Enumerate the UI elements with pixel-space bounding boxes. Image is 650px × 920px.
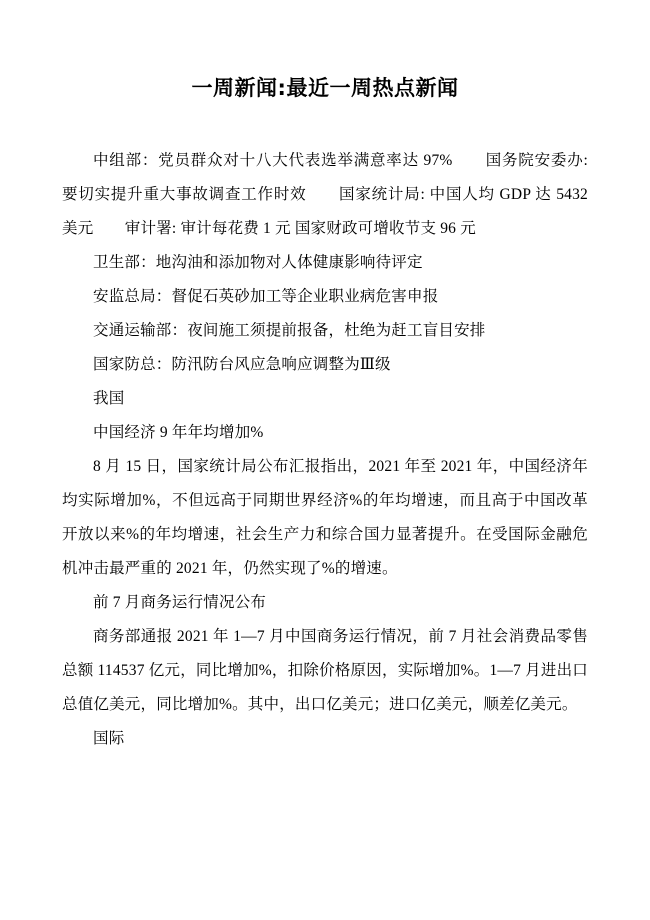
paragraph-4: 交通运输部：夜间施工须提前报备，杜绝为赶工盲目安排 bbox=[93, 322, 486, 339]
paragraph-7: 中国经济 9 年年均增加% bbox=[93, 424, 264, 441]
paragraph-3: 安监总局：督促石英砂加工等企业职业病危害申报 bbox=[93, 288, 439, 305]
paragraph-6: 我国 bbox=[93, 390, 125, 407]
document-body bbox=[62, 144, 588, 756]
paragraph-1: 中组部：党员群众对十八大代表选举满意率达 97% 国务院安委办: 要切实提升重大事故调查工作时效 国家统计局: 中国人均 GDP 达 5432 美元 审计署: 审计每花费 1 元 国家财政可增收节支 96 元 bbox=[62, 152, 588, 237]
paragraph-9: 前 7 月商务运行情况公布 bbox=[93, 594, 267, 611]
page-title: 一周新闻:最近一周热点新闻 bbox=[191, 76, 459, 100]
paragraph-5: 国家防总：防汛防台风应急响应调整为Ⅲ级 bbox=[93, 356, 391, 373]
paragraph-10: 商务部通报 2021 年 1—7 月中国商务运行情况，前 7 月社会消费品零售总额 114537 亿元，同比增加%，扣除价格原因，实际增加%。1—7 月进出口总值亿美元，同比增加%。其中，出口亿美元；进口亿美元，顺差亿美元。 bbox=[62, 628, 588, 713]
paragraph-2: 卫生部：地沟油和添加物对人体健康影响待评定 bbox=[93, 254, 423, 271]
paragraph-11: 国际 bbox=[93, 730, 125, 747]
paragraph-8: 8 月 15 日，国家统计局公布汇报指出，2021 年至 2021 年，中国经济年均实际增加%，不但远高于同期世界经济%的年均增速，而且高于中国改革开放以来%的年均增速，社会生产力和综合国力显著提升。在受国际金融危机冲击最严重的 2021 年，仍然实现了%的增速。 bbox=[62, 458, 588, 577]
